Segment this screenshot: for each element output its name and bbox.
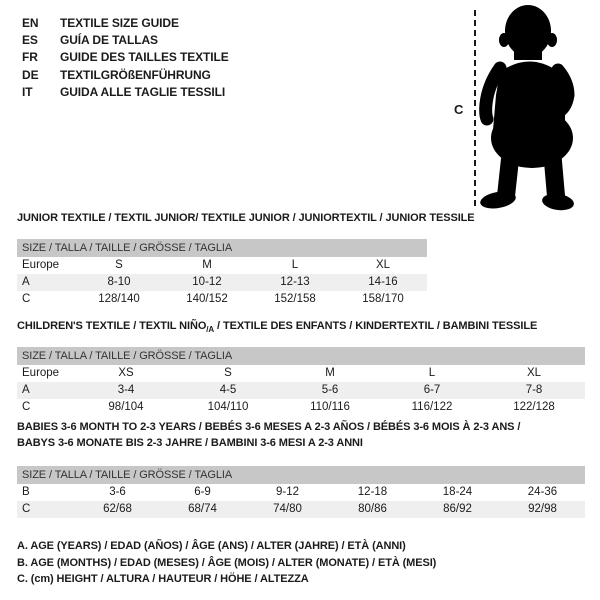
column-header-row <box>17 365 585 382</box>
height-figure <box>430 0 600 220</box>
table-row <box>17 291 427 308</box>
row-label: B <box>22 486 30 498</box>
data-cell: 14-16 <box>368 276 398 288</box>
language-row <box>22 49 229 66</box>
size-header-bar: SIZE / TALLA / TAILLE / GRÖSSE / TAGLIA <box>17 239 427 257</box>
children-table-title-post: / TEXTILE DES ENFANTS / KINDERTEXTIL / BAMBINI TESSILE <box>214 320 538 332</box>
row-label: A <box>22 276 30 288</box>
row-label: A <box>22 384 30 396</box>
column-header-cell: M <box>202 259 212 271</box>
children-table-title <box>17 320 537 334</box>
babies-size-table <box>17 466 585 518</box>
row-label: C <box>22 401 31 413</box>
size-header-bar: SIZE / TALLA / TAILLE / GRÖSSE / TAGLIA <box>17 466 585 484</box>
data-cell: 24-36 <box>527 486 558 498</box>
table-row <box>17 274 427 291</box>
data-cell: 6-7 <box>423 384 441 396</box>
data-cell: 92/98 <box>528 503 557 515</box>
size-header-bar: SIZE / TALLA / TAILLE / GRÖSSE / TAGLIA <box>17 347 585 365</box>
column-header-row <box>17 257 427 274</box>
data-cell: 68/74 <box>188 503 217 515</box>
data-cell: 12-13 <box>280 276 310 288</box>
data-cell: 6-9 <box>194 486 211 498</box>
row-label: C <box>22 503 31 515</box>
row-label: C <box>22 293 31 305</box>
data-cell: 158/170 <box>362 293 404 305</box>
data-cell: 9-12 <box>275 486 300 498</box>
junior-table-title: JUNIOR TEXTILE / TEXTIL JUNIOR/ TEXTILE JUNIOR / JUNIORTEXTIL / JUNIOR TESSILE <box>17 212 475 224</box>
footnotes <box>17 538 436 588</box>
language-header <box>22 14 229 100</box>
language-row <box>22 83 229 100</box>
height-marker-label: C <box>454 102 464 117</box>
data-cell: 3-6 <box>109 486 126 498</box>
data-cell: 3-4 <box>117 384 135 396</box>
column-header-cell: L <box>291 259 299 271</box>
column-header-cell: M <box>325 367 335 379</box>
table-row <box>17 501 585 518</box>
data-cell: 122/128 <box>513 401 555 413</box>
data-cell: 98/104 <box>108 401 144 413</box>
children-table-title-sub: /A <box>206 325 215 335</box>
data-cell: 110/116 <box>310 401 350 413</box>
data-cell: 7-8 <box>525 384 543 396</box>
language-label: TEXTILGRÖßENFÜHRUNG <box>60 67 211 82</box>
footnote: A. AGE (YEARS) / EDAD (AÑOS) / ÂGE (ANS) / ALTER (JAHRE) / ETÀ (ANNI) <box>17 540 406 552</box>
language-code: ES <box>22 32 38 47</box>
column-header-label: Europe <box>22 259 60 271</box>
column-header-cell: XL <box>526 367 542 379</box>
column-header-cell: XS <box>118 367 134 379</box>
column-header-cell: S <box>224 367 232 379</box>
data-cell: 8-10 <box>107 276 131 288</box>
babies-table-title-line2: BABYS 3-6 MONATE BIS 2-3 JAHRE / BAMBINI 3-6 MESI A 2-3 ANNI <box>17 436 363 449</box>
table-row <box>17 484 585 501</box>
data-cell: 74/80 <box>273 503 302 515</box>
language-label: GUIDE DES TAILLES TEXTILE <box>60 50 229 65</box>
data-cell: 4-5 <box>219 384 237 396</box>
language-label: GUIDA ALLE TAGLIE TESSILI <box>60 84 226 99</box>
children-size-table <box>17 347 585 416</box>
data-cell: 116/122 <box>411 401 453 413</box>
toddler-silhouette-icon <box>470 0 600 215</box>
language-row <box>22 14 229 31</box>
language-row <box>22 66 229 83</box>
babies-table-title-line1: BABIES 3-6 MONTH TO 2-3 YEARS / BEBÉS 3-6 MESES A 2-3 AÑOS / BÉBÉS 3-6 MOIS À 2-3 ANS / <box>17 421 521 433</box>
data-cell: 10-12 <box>192 276 222 288</box>
data-cell: 18-24 <box>442 486 473 498</box>
language-code: FR <box>22 50 38 65</box>
junior-size-table <box>17 239 427 308</box>
language-label: GUÍA DE TALLAS <box>60 32 158 47</box>
footnote: B. AGE (MONTHS) / EDAD (MESES) / ÂGE (MOIS) / ALTER (MONATE) / ETÀ (MESI) <box>17 556 437 569</box>
language-code: IT <box>22 84 33 99</box>
data-cell: 5-6 <box>321 384 339 396</box>
children-table-title-pre: CHILDREN'S TEXTILE / TEXTIL NIÑO <box>17 320 207 332</box>
babies-table-title <box>17 420 592 451</box>
language-code: EN <box>22 15 39 30</box>
data-cell: 62/68 <box>103 503 132 515</box>
data-cell: 140/152 <box>186 293 228 305</box>
data-cell: 80/86 <box>358 503 387 515</box>
column-header-cell: XL <box>375 259 391 271</box>
data-cell: 86/92 <box>443 503 472 515</box>
column-header-cell: S <box>115 259 123 271</box>
data-cell: 128/140 <box>98 293 140 305</box>
footnote: C. (cm) HEIGHT / ALTURA / HAUTEUR / HÖHE / ALTEZZA <box>17 573 309 586</box>
data-cell: 12-18 <box>357 486 388 498</box>
data-cell: 152/158 <box>274 293 316 305</box>
language-label: TEXTILE SIZE GUIDE <box>60 15 179 30</box>
column-header-label: Europe <box>22 367 60 379</box>
data-cell: 104/110 <box>207 401 249 413</box>
column-header-cell: L <box>428 367 436 379</box>
language-code: DE <box>22 67 39 82</box>
table-row <box>17 399 585 416</box>
table-row <box>17 382 585 399</box>
language-row <box>22 31 229 48</box>
